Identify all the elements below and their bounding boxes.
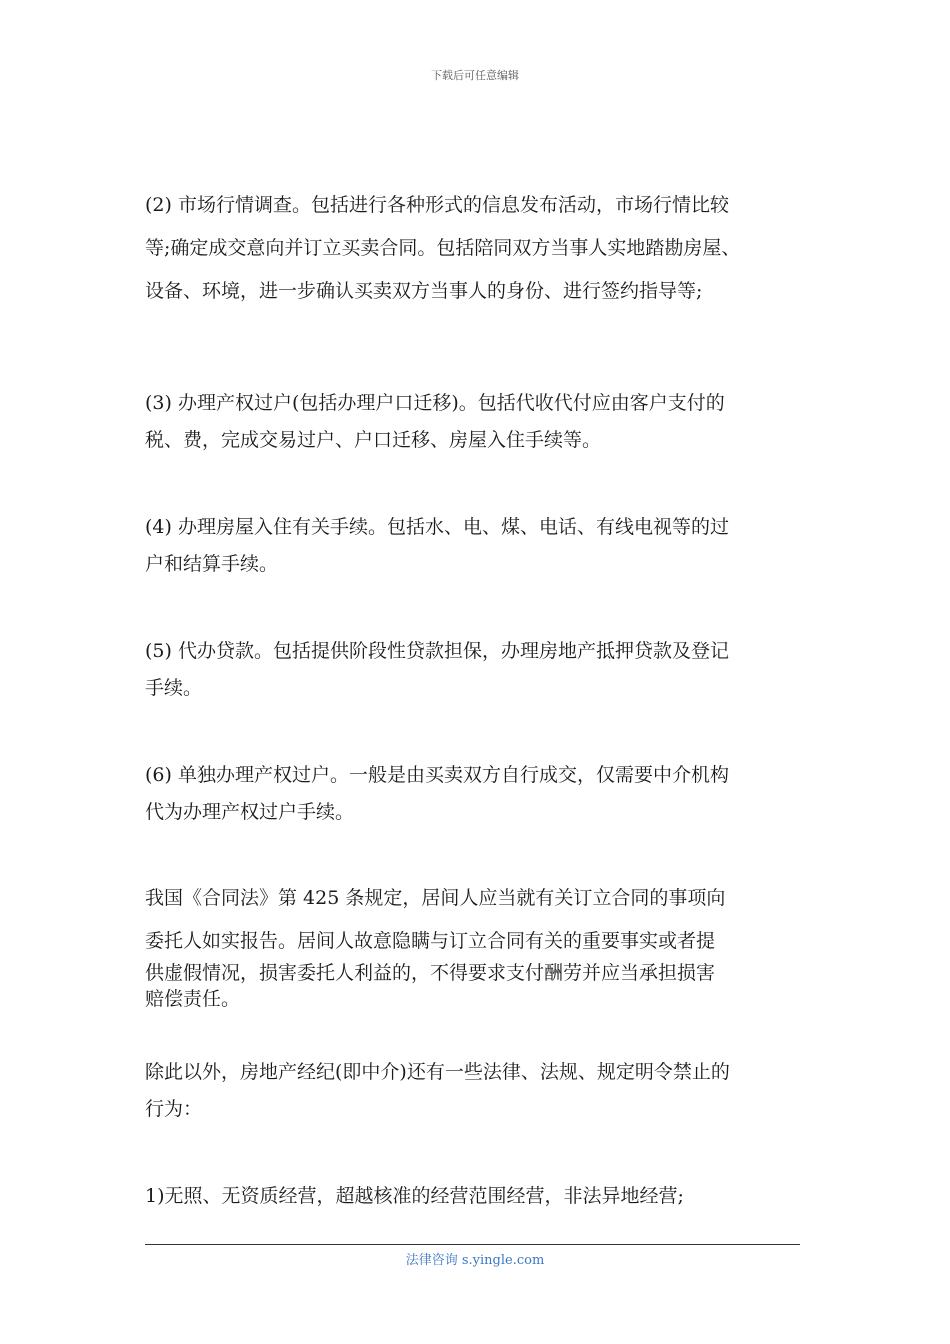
paragraph-separate-transfer — [145, 757, 815, 831]
text-line: 1)无照、无资质经营，超越核准的经营范围经营，非法异地经营; — [145, 1185, 684, 1207]
text-line: 赔偿责任。 — [145, 988, 241, 1010]
paragraph-title-transfer — [145, 385, 815, 459]
text-line: (2) 市场行情调查。包括进行各种形式的信息发布活动，市场行情比较 — [145, 194, 729, 216]
paragraph-prohibited-acts — [145, 1054, 815, 1128]
text-line: 除此以外，房地产经纪(即中介)还有一些法律、法规、规定明令禁止的 — [145, 1061, 730, 1083]
text-line: (3) 办理产权过户(包括办理户口迁移)。包括代收代付应由客户支付的 — [145, 392, 725, 414]
text-line: 等;确定成交意向并订立买卖合同。包括陪同双方当事人实地踏勘房屋、 — [145, 237, 741, 259]
paragraph-market-survey — [145, 184, 815, 313]
text-line: 设备、环境，进一步确认买卖双方当事人的身份、进行签约指导等; — [145, 280, 703, 302]
page-header: 下载后可任意编辑 — [431, 69, 519, 82]
paragraph-loan — [145, 633, 815, 707]
text-line: 供虚假情况，损害委托人利益的，不得要求支付酬劳并应当承担损害 — [145, 962, 716, 984]
text-line: 行为： — [145, 1098, 203, 1120]
text-line: 委托人如实报告。居间人故意隐瞒与订立合同有关的重要事实或者提 — [145, 930, 716, 952]
text-line: 户和结算手续。 — [145, 553, 279, 575]
paragraph-move-in — [145, 509, 815, 583]
text-line: 税、费，完成交易过户、户口迁移、房屋入住手续等。 — [145, 429, 602, 451]
footer-link[interactable]: 法律咨询 s.yingle.com — [405, 1253, 545, 1268]
text-line: 我国《合同法》第 425 条规定，居间人应当就有关订立合同的事项向 — [145, 887, 726, 909]
text-line: (4) 办理房屋入住有关手续。包括水、电、煤、电话、有线电视等的过 — [145, 516, 729, 538]
footer-divider — [145, 1244, 800, 1245]
paragraph-contract-law — [145, 880, 815, 1012]
text-line: (6) 单独办理产权过户。一般是由买卖双方自行成交，仅需要中介机构 — [145, 764, 729, 786]
paragraph-list-item-1 — [145, 1178, 815, 1215]
text-line: 代为办理产权过户手续。 — [145, 801, 355, 823]
text-line: (5) 代办贷款。包括提供阶段性贷款担保，办理房地产抵押贷款及登记 — [145, 640, 729, 662]
text-line: 手续。 — [145, 677, 203, 699]
